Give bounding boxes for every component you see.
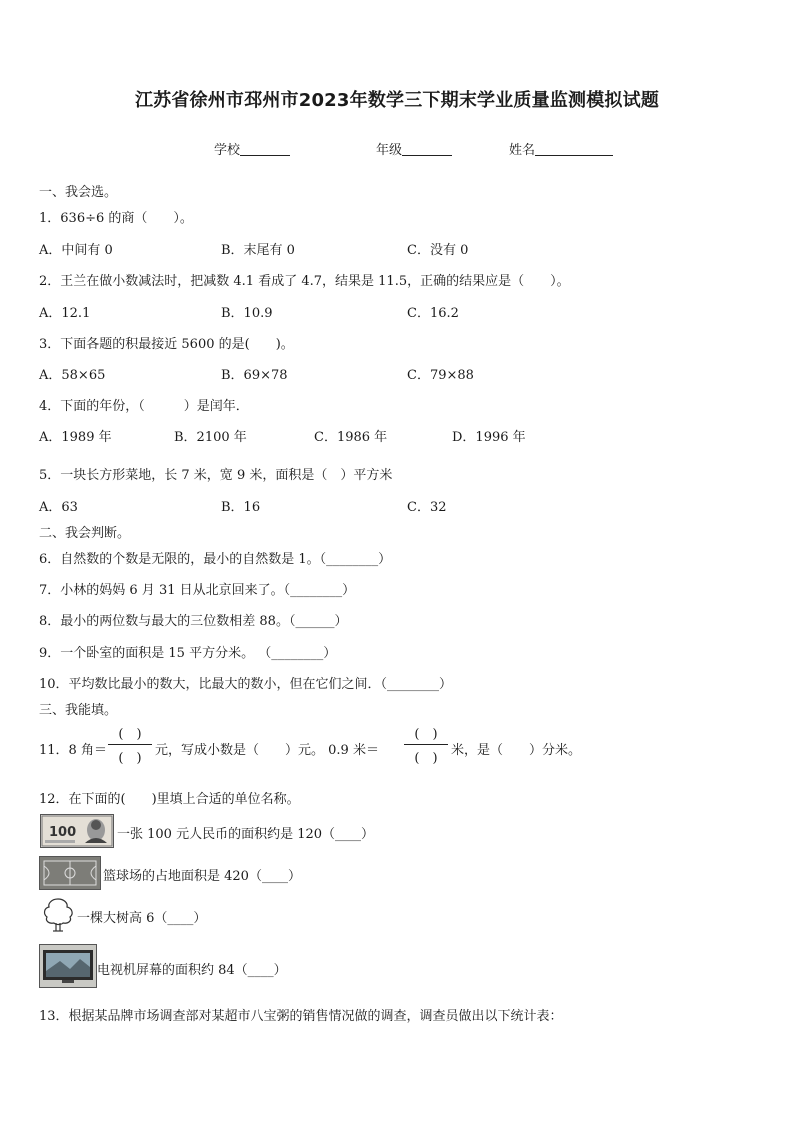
banknote-image xyxy=(40,814,114,848)
tree-icon xyxy=(39,896,77,932)
question-5: 5．一块长方形菜地，长 7 米，宽 9 米，面积是（ ）平方米 xyxy=(39,468,393,483)
question-3: 3．下面各题的积最接近 5600 的是( )。 xyxy=(39,337,294,352)
q12-item-1[interactable]: 一张 100 元人民币的面积约是 120（____） xyxy=(117,827,375,842)
name-field xyxy=(509,139,613,158)
q12-item-4[interactable]: 电视机屏幕的面积约 84（____） xyxy=(97,963,287,978)
school-blank[interactable] xyxy=(240,141,290,156)
question-13: 13．根据某品牌市场调查部对某超市八宝粥的销售情况做的调查，调查员做出以下统计表： xyxy=(39,1009,563,1024)
question-7[interactable]: 7．小林的妈妈 6 月 31 日从北京回来了。（________） xyxy=(39,583,356,598)
section-3-heading: 三、我能填。 xyxy=(39,703,118,718)
q5-option-c[interactable]: C．32 xyxy=(407,500,447,515)
q11-frac1-denominator: ( ) xyxy=(118,751,142,766)
school-field xyxy=(214,139,290,158)
question-4: 4．下面的年份，（ ）是闰年． xyxy=(39,399,249,414)
q11-middle: 元，写成小数是（ ）元。 0.9 米＝ xyxy=(155,743,379,758)
q11-prefix: 11．8 角＝ xyxy=(39,743,107,758)
grade-label: 年级 xyxy=(376,143,403,158)
section-2-heading: 二、我会判断。 xyxy=(39,526,131,541)
q1-option-c[interactable]: C．没有 0 xyxy=(407,243,469,258)
q11-fraction-2[interactable] xyxy=(404,723,448,766)
section-1-heading: 一、我会选。 xyxy=(39,185,118,200)
question-12: 12．在下面的( )里填上合适的单位名称。 xyxy=(39,792,300,807)
q3-option-b[interactable]: B．69×78 xyxy=(221,368,288,383)
question-10[interactable]: 10．平均数比最小的数大，比最大的数小，但在它们之间．（________） xyxy=(39,677,453,692)
q12-item-3[interactable]: 一棵大树高 6（____） xyxy=(77,911,207,926)
question-1: 1．636÷6 的商（ ）。 xyxy=(39,211,193,226)
q11-fraction-1[interactable] xyxy=(108,723,152,766)
grade-field xyxy=(376,139,452,158)
q2-option-c[interactable]: C．16.2 xyxy=(407,306,459,321)
question-6[interactable]: 6．自然数的个数是无限的，最小的自然数是 1。（________） xyxy=(39,552,392,567)
name-blank[interactable] xyxy=(535,141,613,156)
q11-frac2-denominator: ( ) xyxy=(414,751,438,766)
q2-option-b[interactable]: B．10.9 xyxy=(221,306,273,321)
q4-option-d[interactable]: D．1996 年 xyxy=(452,430,526,445)
q12-item-2[interactable]: 篮球场的占地面积是 420（____） xyxy=(103,869,301,884)
q4-option-a[interactable]: A．1989 年 xyxy=(39,430,112,445)
q3-option-c[interactable]: C．79×88 xyxy=(407,368,474,383)
q1-option-b[interactable]: B．末尾有 0 xyxy=(221,243,295,258)
question-8[interactable]: 8．最小的两位数与最大的三位数相差 88。（______） xyxy=(39,614,348,629)
q11-suffix: 米，是（ ）分米。 xyxy=(451,743,582,758)
q1-option-a[interactable]: A．中间有 0 xyxy=(39,243,113,258)
question-9[interactable]: 9．一个卧室的面积是 15 平方分米。 （________） xyxy=(39,646,337,661)
q11-frac2-numerator: ( ) xyxy=(414,727,438,742)
q11-frac1-numerator: ( ) xyxy=(118,727,142,742)
grade-blank[interactable] xyxy=(402,141,452,156)
q4-option-c[interactable]: C．1986 年 xyxy=(314,430,388,445)
svg-text:100: 100 xyxy=(49,825,77,840)
question-2: 2．王兰在做小数减法时，把减数 4.1 看成了 4.7，结果是 11.5，正确的结果应是（ ）。 xyxy=(39,274,570,289)
television-image xyxy=(39,944,97,988)
fraction-bar xyxy=(108,744,152,745)
q2-option-a[interactable]: A．12.1 xyxy=(39,306,91,321)
school-label: 学校 xyxy=(214,143,241,158)
q5-option-a[interactable]: A．63 xyxy=(39,500,78,515)
basketball-court-image xyxy=(39,856,101,890)
name-label: 姓名 xyxy=(509,143,536,158)
q4-option-b[interactable]: B．2100 年 xyxy=(174,430,247,445)
page-title: 江苏省徐州市邳州市2023年数学三下期末学业质量监测模拟试题 xyxy=(134,90,660,111)
q5-option-b[interactable]: B．16 xyxy=(221,500,261,515)
q3-option-a[interactable]: A．58×65 xyxy=(39,368,106,383)
fraction-bar xyxy=(404,744,448,745)
